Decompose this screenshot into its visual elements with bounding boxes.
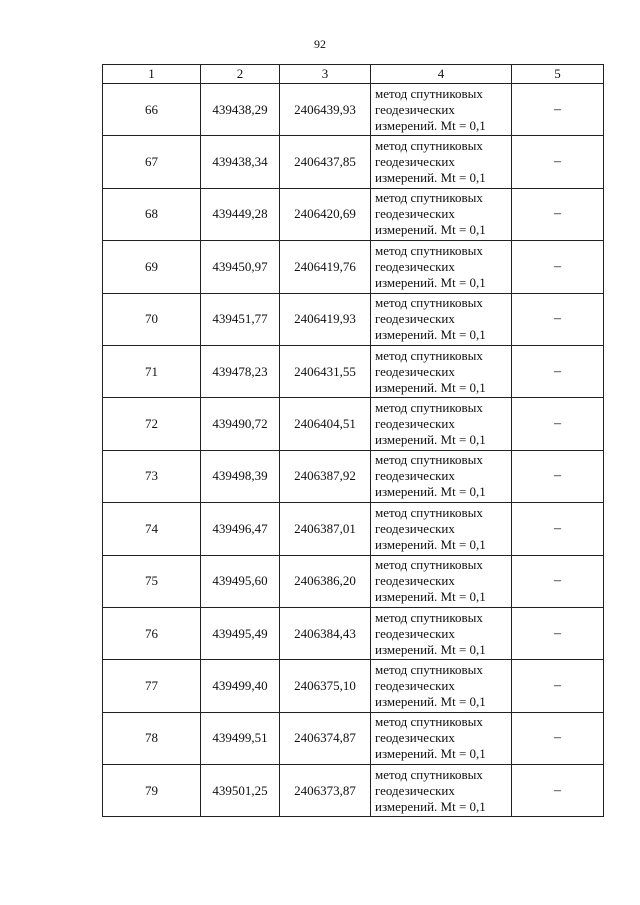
method-line: геодезических xyxy=(375,363,455,379)
point-number-cell: 76 xyxy=(103,607,201,659)
x-coordinate-cell: 439438,29 xyxy=(201,84,280,136)
column-5-cell: – xyxy=(512,503,604,555)
method-cell xyxy=(371,607,512,659)
y-coordinate-cell: 2406386,20 xyxy=(280,555,371,607)
y-coordinate-cell: 2406437,85 xyxy=(280,136,371,188)
x-coordinate-cell: 439438,34 xyxy=(201,136,280,188)
y-coordinate-cell: 2406387,92 xyxy=(280,450,371,502)
x-coordinate-cell: 439495,49 xyxy=(201,607,280,659)
column-5-cell: – xyxy=(512,712,604,764)
column-5-cell: – xyxy=(512,450,604,502)
point-number-cell: 73 xyxy=(103,450,201,502)
method-line: геодезических xyxy=(375,416,455,432)
header-col-1: 1 xyxy=(103,65,201,84)
point-number-cell: 70 xyxy=(103,293,201,345)
method-line: метод спутниковых xyxy=(375,609,483,625)
method-line: измерений. Mt = 0,1 xyxy=(375,274,486,290)
point-number-cell: 69 xyxy=(103,241,201,293)
y-coordinate-cell: 2406419,93 xyxy=(280,293,371,345)
method-line: метод спутниковых xyxy=(375,400,483,416)
x-coordinate-cell: 439496,47 xyxy=(201,503,280,555)
y-coordinate-cell: 2406419,76 xyxy=(280,241,371,293)
x-coordinate-cell: 439451,77 xyxy=(201,293,280,345)
method-line: метод спутниковых xyxy=(375,504,483,520)
x-coordinate-cell: 439450,97 xyxy=(201,241,280,293)
x-coordinate-cell: 439499,40 xyxy=(201,660,280,712)
method-cell xyxy=(371,712,512,764)
header-col-4: 4 xyxy=(371,65,512,84)
method-line: геодезических xyxy=(375,730,455,746)
x-coordinate-cell: 439498,39 xyxy=(201,450,280,502)
method-cell xyxy=(371,660,512,712)
point-number-cell: 75 xyxy=(103,555,201,607)
point-number-cell: 71 xyxy=(103,345,201,397)
column-5-cell: – xyxy=(512,660,604,712)
header-row xyxy=(103,65,604,84)
point-number-cell: 78 xyxy=(103,712,201,764)
point-number-cell: 77 xyxy=(103,660,201,712)
method-line: геодезических xyxy=(375,782,455,798)
method-cell xyxy=(371,188,512,240)
method-line: измерений. Mt = 0,1 xyxy=(375,170,486,186)
table-row xyxy=(103,660,604,712)
method-cell xyxy=(371,765,512,817)
column-5-cell: – xyxy=(512,136,604,188)
table-row xyxy=(103,765,604,817)
table-row xyxy=(103,712,604,764)
method-cell xyxy=(371,503,512,555)
y-coordinate-cell: 2406431,55 xyxy=(280,345,371,397)
method-line: метод спутниковых xyxy=(375,242,483,258)
method-cell xyxy=(371,241,512,293)
method-line: метод спутниковых xyxy=(375,190,483,206)
method-cell xyxy=(371,398,512,450)
method-line: геодезических xyxy=(375,311,455,327)
point-number-cell: 74 xyxy=(103,503,201,555)
method-line: измерений. Mt = 0,1 xyxy=(375,536,486,552)
header-col-2: 2 xyxy=(201,65,280,84)
method-line: геодезических xyxy=(375,468,455,484)
table-row xyxy=(103,84,604,136)
column-5-cell: – xyxy=(512,241,604,293)
point-number-cell: 79 xyxy=(103,765,201,817)
column-5-cell: – xyxy=(512,398,604,450)
column-5-cell: – xyxy=(512,345,604,397)
method-line: геодезических xyxy=(375,206,455,222)
method-line: геодезических xyxy=(375,677,455,693)
y-coordinate-cell: 2406375,10 xyxy=(280,660,371,712)
method-line: измерений. Mt = 0,1 xyxy=(375,432,486,448)
method-cell xyxy=(371,84,512,136)
header-col-3: 3 xyxy=(280,65,371,84)
method-line: метод спутниковых xyxy=(375,714,483,730)
method-line: геодезических xyxy=(375,154,455,170)
method-line: измерений. Mt = 0,1 xyxy=(375,379,486,395)
column-5-cell: – xyxy=(512,607,604,659)
method-line: измерений. Mt = 0,1 xyxy=(375,222,486,238)
column-5-cell: – xyxy=(512,84,604,136)
y-coordinate-cell: 2406420,69 xyxy=(280,188,371,240)
method-cell xyxy=(371,345,512,397)
x-coordinate-cell: 439490,72 xyxy=(201,398,280,450)
method-line: геодезических xyxy=(375,101,455,117)
method-line: метод спутниковых xyxy=(375,557,483,573)
page-number: 92 xyxy=(314,37,326,51)
table-body xyxy=(103,84,604,817)
method-line: измерений. Mt = 0,1 xyxy=(375,117,486,133)
coordinates-table xyxy=(102,64,604,817)
column-5-cell: – xyxy=(512,555,604,607)
x-coordinate-cell: 439495,60 xyxy=(201,555,280,607)
method-line: измерений. Mt = 0,1 xyxy=(375,693,486,709)
method-line: геодезических xyxy=(375,625,455,641)
y-coordinate-cell: 2406373,87 xyxy=(280,765,371,817)
method-line: измерений. Mt = 0,1 xyxy=(375,641,486,657)
method-line: метод спутниковых xyxy=(375,138,483,154)
table-row xyxy=(103,345,604,397)
column-5-cell: – xyxy=(512,188,604,240)
point-number-cell: 66 xyxy=(103,84,201,136)
method-line: геодезических xyxy=(375,573,455,589)
point-number-cell: 67 xyxy=(103,136,201,188)
y-coordinate-cell: 2406404,51 xyxy=(280,398,371,450)
table-row xyxy=(103,293,604,345)
method-line: геодезических xyxy=(375,520,455,536)
point-number-cell: 68 xyxy=(103,188,201,240)
table-row xyxy=(103,450,604,502)
method-line: измерений. Mt = 0,1 xyxy=(375,746,486,762)
table-row xyxy=(103,136,604,188)
x-coordinate-cell: 439478,23 xyxy=(201,345,280,397)
table-row xyxy=(103,555,604,607)
table-header xyxy=(103,65,604,84)
method-cell xyxy=(371,555,512,607)
method-cell xyxy=(371,136,512,188)
method-line: метод спутниковых xyxy=(375,85,483,101)
y-coordinate-cell: 2406439,93 xyxy=(280,84,371,136)
method-line: измерений. Mt = 0,1 xyxy=(375,589,486,605)
method-line: метод спутниковых xyxy=(375,766,483,782)
table-row xyxy=(103,607,604,659)
method-line: измерений. Mt = 0,1 xyxy=(375,327,486,343)
table-row xyxy=(103,188,604,240)
method-cell xyxy=(371,293,512,345)
x-coordinate-cell: 439501,25 xyxy=(201,765,280,817)
method-cell xyxy=(371,450,512,502)
table-row xyxy=(103,503,604,555)
method-line: метод спутниковых xyxy=(375,347,483,363)
method-line: измерений. Mt = 0,1 xyxy=(375,484,486,500)
method-line: метод спутниковых xyxy=(375,661,483,677)
method-line: геодезических xyxy=(375,258,455,274)
x-coordinate-cell: 439449,28 xyxy=(201,188,280,240)
column-5-cell: – xyxy=(512,293,604,345)
y-coordinate-cell: 2406387,01 xyxy=(280,503,371,555)
header-col-5: 5 xyxy=(512,65,604,84)
y-coordinate-cell: 2406384,43 xyxy=(280,607,371,659)
column-5-cell: – xyxy=(512,765,604,817)
y-coordinate-cell: 2406374,87 xyxy=(280,712,371,764)
method-line: измерений. Mt = 0,1 xyxy=(375,798,486,814)
table-row xyxy=(103,398,604,450)
method-line: метод спутниковых xyxy=(375,452,483,468)
point-number-cell: 72 xyxy=(103,398,201,450)
x-coordinate-cell: 439499,51 xyxy=(201,712,280,764)
table-row xyxy=(103,241,604,293)
method-line: метод спутниковых xyxy=(375,295,483,311)
